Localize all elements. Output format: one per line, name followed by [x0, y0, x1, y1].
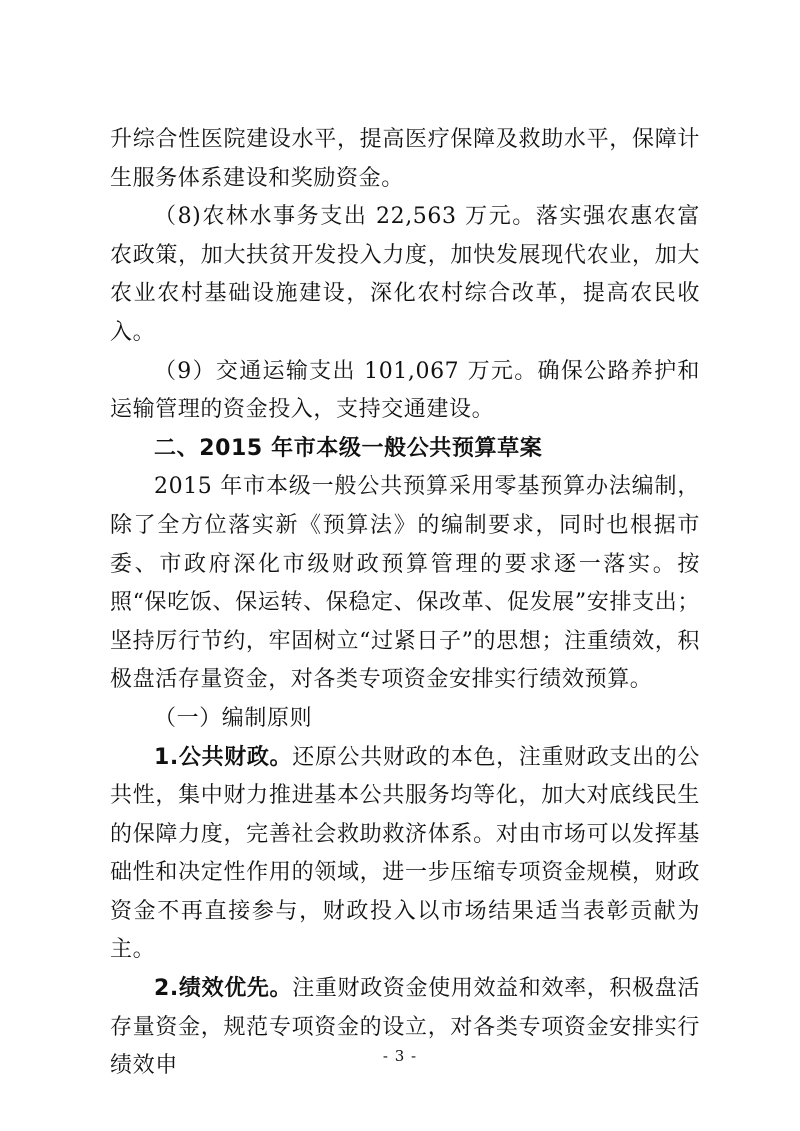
text-public-finance: 还原公共财政的本色，注重财政支出的公共性，集中财力推进基本公共服务均等化，加大对底线民生的保障力度，完善社会救助救济体系。对由市场可以发挥基础性和决定性作用的领域，进一步压缩专项资金规模，财政资金不再直接参与，财政投入以市场结果适当表彰贡献为主。	[110, 744, 700, 963]
paragraph-continuation: 升综合性医院建设水平，提高医疗保障及救助水平，保障计生服务体系建设和奖励资金。	[110, 127, 700, 191]
lead-public-finance: 1.公共财政。	[154, 744, 293, 770]
paragraph-agriculture-expenditure: （8)农林水事务支出 22,563 万元。落实强农惠农富农政策，加大扶贫开发投入力度，加快发展现代农业，加大农业农村基础设施建设，深化农村综合改革，提高农民收入。	[110, 204, 700, 345]
document-body	[110, 121, 700, 1086]
paragraph-transport-expenditure: （9）交通运输支出 101,067 万元。确保公路养护和运输管理的资金投入，支持交通建设。	[110, 358, 700, 423]
page-number: - 3 -	[382, 1047, 418, 1065]
text-performance-priority: 注重财政资金使用效益和效率，积极盘活存量资金，规范专项资金的设立，对各类专项资金安排实行绩效申	[110, 976, 700, 1079]
paragraph-performance-priority	[110, 970, 700, 1086]
paragraph-public-finance	[110, 739, 700, 971]
section-heading-2015-budget: 二、2015 年市本级一般公共预算草案	[154, 435, 543, 461]
subheading-compilation-principles: （一）编制原则	[154, 705, 313, 731]
lead-performance-priority: 2.绩效优先。	[154, 976, 293, 1002]
paragraph-budget-overview: 2015 年市本级一般公共预算采用零基预算办法编制，除了全方位落实新《预算法》的编制要求，同时也根据市委、市政府深化市级财政预算管理的要求逐一落实。按照“保吃饭、保运转、保稳定、保改革、促发展”安排支出；坚持厉行节约，牢固树立“过紧日子”的思想；注重绩效，积极盘活存量资金，对各类专项资金安排实行绩效预算。	[110, 474, 700, 693]
